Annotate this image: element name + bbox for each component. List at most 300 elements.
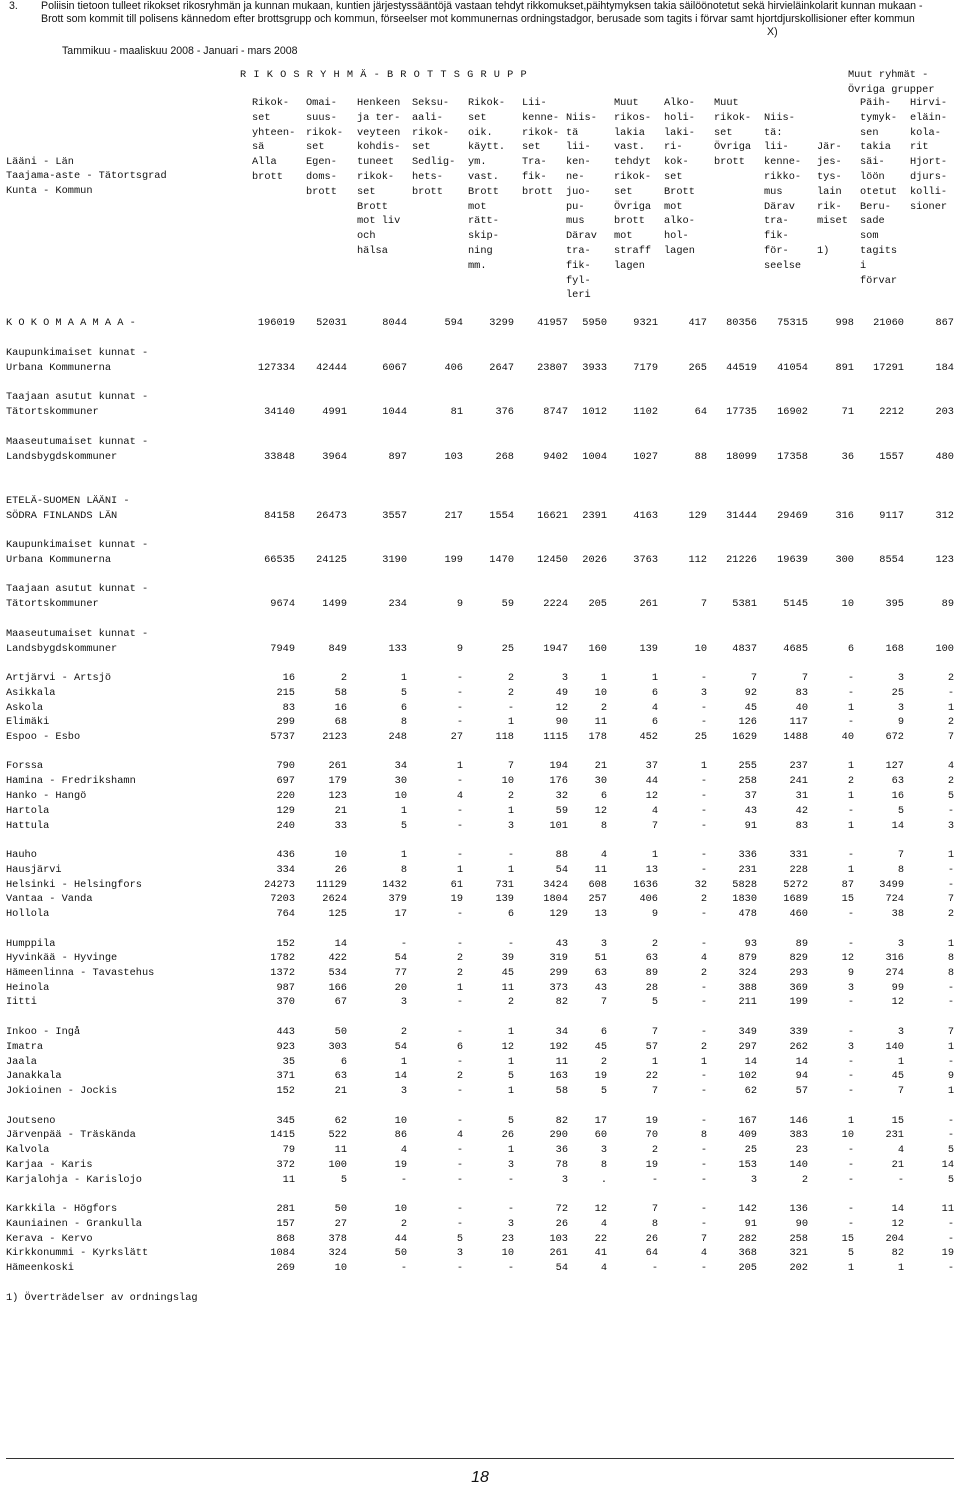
table-cell: 1 <box>847 1262 854 1274</box>
table-cell: 3 <box>897 702 904 714</box>
table-cell: - <box>847 938 854 950</box>
table-cell: 240 <box>276 820 295 832</box>
table-cell: 54 <box>394 952 407 964</box>
table-cell: 6 <box>456 1041 463 1053</box>
table-cell: 92 <box>744 687 757 699</box>
table-cell: - <box>456 702 463 714</box>
row-label: Asikkala <box>6 687 56 699</box>
table-cell: 7 <box>507 760 514 772</box>
table-cell: 1084 <box>270 1247 295 1259</box>
table-cell: - <box>947 1233 954 1245</box>
table-cell: 2 <box>947 775 954 787</box>
table-cell: 1499 <box>322 598 347 610</box>
table-cell: 3190 <box>382 554 407 566</box>
table-cell: 205 <box>588 598 607 610</box>
table-cell: 3499 <box>879 879 904 891</box>
table-cell: - <box>700 820 707 832</box>
table-cell: - <box>507 1174 514 1186</box>
table-cell: 8 <box>700 1129 707 1141</box>
table-cell: 303 <box>328 1041 347 1053</box>
table-cell: 5272 <box>783 879 808 891</box>
table-cell: 1 <box>507 1056 514 1068</box>
table-cell: 5 <box>651 996 658 1008</box>
table-cell: 262 <box>789 1041 808 1053</box>
table-cell: - <box>947 1129 954 1141</box>
table-cell: 21 <box>891 1159 904 1171</box>
table-cell: - <box>507 702 514 714</box>
row-label: Hämeenlinna - Tavastehus <box>6 967 155 979</box>
table-cell: 5145 <box>783 598 808 610</box>
table-cell: 4 <box>651 702 658 714</box>
table-cell: 11 <box>941 1203 954 1215</box>
table-cell: 1 <box>947 1041 954 1053</box>
table-cell: 140 <box>885 1041 904 1053</box>
table-cell: 231 <box>738 864 757 876</box>
table-cell: 1 <box>947 702 954 714</box>
row-label: Iitti <box>6 996 37 1008</box>
table-cell: 17358 <box>777 451 808 463</box>
row-label: SÖDRA FINLANDS LÄN <box>6 510 118 522</box>
table-cell: 77 <box>394 967 407 979</box>
table-cell: 8 <box>897 864 904 876</box>
table-cell: 10 <box>501 775 514 787</box>
table-cell: 2 <box>947 672 954 684</box>
table-cell: 3424 <box>543 879 568 891</box>
table-cell: 4837 <box>732 643 757 655</box>
table-cell: 2624 <box>322 893 347 905</box>
table-cell: 299 <box>549 967 568 979</box>
table-cell: 4 <box>456 790 463 802</box>
table-cell: 1 <box>507 1026 514 1038</box>
table-cell: 90 <box>555 716 568 728</box>
column-header: Omai- suus- rikok- set Egen- doms- brott <box>306 97 344 198</box>
table-cell: 103 <box>444 451 463 463</box>
table-cell: 20 <box>394 982 407 994</box>
table-cell: 163 <box>549 1070 568 1082</box>
table-cell: 14 <box>334 938 347 950</box>
table-cell: 64 <box>645 1247 658 1259</box>
table-cell: 6 <box>600 790 607 802</box>
table-cell: 7 <box>651 1203 658 1215</box>
table-cell: 8 <box>947 967 954 979</box>
table-cell: 443 <box>276 1026 295 1038</box>
crime-group-heading: R I K O S R Y H M Ä - B R O T T S G R U P P <box>240 69 528 81</box>
table-cell: 45 <box>891 1070 904 1082</box>
table-cell: 2 <box>600 702 607 714</box>
table-cell: - <box>947 879 954 891</box>
table-cell: 312 <box>935 510 954 522</box>
row-label: Jaala <box>6 1056 37 1068</box>
table-cell: 2224 <box>543 598 568 610</box>
table-cell: 204 <box>885 1233 904 1245</box>
table-cell: 3299 <box>489 317 514 329</box>
table-cell: 522 <box>328 1129 347 1141</box>
table-cell: 373 <box>549 982 568 994</box>
table-cell: 534 <box>328 967 347 979</box>
table-cell: - <box>847 716 854 728</box>
table-cell: 160 <box>588 643 607 655</box>
table-cell: 248 <box>388 731 407 743</box>
table-cell: 45 <box>501 967 514 979</box>
table-cell: 5 <box>507 1115 514 1127</box>
table-cell: 316 <box>885 952 904 964</box>
table-cell: 123 <box>328 790 347 802</box>
row-label: Helsinki - Helsingfors <box>6 879 142 891</box>
table-cell: - <box>456 716 463 728</box>
table-cell: 724 <box>885 893 904 905</box>
table-cell: 5 <box>507 1070 514 1082</box>
table-cell: - <box>400 938 407 950</box>
table-cell: 41054 <box>777 362 808 374</box>
table-cell: 3 <box>947 820 954 832</box>
table-cell: - <box>456 849 463 861</box>
table-cell: 23 <box>501 1233 514 1245</box>
table-cell: 68 <box>334 716 347 728</box>
table-cell: - <box>651 1174 658 1186</box>
row-heading: Lääni - Län Taajama-aste - Tätortsgrad Kunta - Kommun <box>6 155 167 198</box>
table-cell: - <box>700 1026 707 1038</box>
row-label: Hyvinkää - Hyvinge <box>6 952 118 964</box>
table-cell: 16902 <box>777 406 808 418</box>
column-header: Jär- jes- tys- lain rik- miset 1) <box>817 141 848 257</box>
row-label: ETELÄ-SUOMEN LÄÄNI - <box>6 495 130 507</box>
table-cell: 26473 <box>316 510 347 522</box>
table-cell: 51 <box>594 952 607 964</box>
table-cell: - <box>947 1115 954 1127</box>
table-cell: 2 <box>651 938 658 950</box>
table-cell: - <box>651 1262 658 1274</box>
table-cell: 3 <box>456 1247 463 1259</box>
table-cell: 1 <box>400 1056 407 1068</box>
column-header: Hirvi- eläin- kola- rit Hjort- djurs- kolli- sioner <box>910 97 948 213</box>
table-cell: 71 <box>841 406 854 418</box>
table-cell: 196019 <box>257 317 295 329</box>
table-cell: 217 <box>444 510 463 522</box>
table-cell: - <box>456 687 463 699</box>
table-cell: 1372 <box>270 967 295 979</box>
table-cell: 167 <box>738 1115 757 1127</box>
table-cell: 7 <box>897 1085 904 1097</box>
table-cell: 63 <box>891 775 904 787</box>
table-cell: 12 <box>841 952 854 964</box>
table-cell: 10 <box>841 598 854 610</box>
table-cell: 81 <box>450 406 463 418</box>
table-cell: 153 <box>738 1159 757 1171</box>
table-cell: 5 <box>600 1085 607 1097</box>
table-cell: 261 <box>639 598 658 610</box>
table-cell: 378 <box>328 1233 347 1245</box>
table-cell: 19639 <box>777 554 808 566</box>
table-cell: 8 <box>400 716 407 728</box>
row-label: Askola <box>6 702 44 714</box>
table-cell: 21060 <box>873 317 904 329</box>
table-cell: 199 <box>444 554 463 566</box>
table-cell: 1830 <box>732 893 757 905</box>
table-cell: 16 <box>334 702 347 714</box>
table-cell: 49 <box>555 687 568 699</box>
table-cell: 2647 <box>489 362 514 374</box>
row-label: Tätortskommuner <box>6 598 99 610</box>
table-cell: 1 <box>847 790 854 802</box>
column-header: Muut rikok- set Övriga brott <box>714 97 752 169</box>
table-cell: - <box>456 1159 463 1171</box>
row-label: Joutseno <box>6 1115 56 1127</box>
table-cell: - <box>456 996 463 1008</box>
table-cell: 11129 <box>316 879 347 891</box>
table-cell: - <box>507 1203 514 1215</box>
table-cell: 136 <box>789 1203 808 1215</box>
row-label: Hamina - Fredrikshamn <box>6 775 136 787</box>
table-cell: 8 <box>651 1218 658 1230</box>
table-cell: 3 <box>897 1026 904 1038</box>
table-cell: 37 <box>744 790 757 802</box>
table-cell: 178 <box>588 731 607 743</box>
table-cell: 1557 <box>879 451 904 463</box>
table-cell: . <box>600 1174 607 1186</box>
table-cell: 1 <box>651 849 658 861</box>
table-cell: 7 <box>801 672 808 684</box>
table-cell: 14 <box>941 1159 954 1171</box>
table-cell: 25 <box>694 731 707 743</box>
table-cell: 112 <box>688 554 707 566</box>
table-cell: - <box>700 1144 707 1156</box>
table-cell: - <box>700 1085 707 1097</box>
table-cell: 50 <box>334 1203 347 1215</box>
table-cell: 24125 <box>316 554 347 566</box>
table-cell: 27 <box>450 731 463 743</box>
table-cell: 228 <box>789 864 808 876</box>
table-cell: - <box>897 1174 904 1186</box>
table-cell: 5950 <box>582 317 607 329</box>
column-header: Rikok- set oik. käytt. ym. vast. Brott mot rätt- skip- ning mm. <box>468 97 506 272</box>
table-cell: - <box>456 1085 463 1097</box>
table-cell: 1 <box>847 820 854 832</box>
table-cell: 1 <box>897 1056 904 1068</box>
table-cell: 140 <box>789 1159 808 1171</box>
table-cell: - <box>700 938 707 950</box>
row-label: Espoo - Esbo <box>6 731 81 743</box>
table-cell: - <box>847 672 854 684</box>
table-cell: 5737 <box>270 731 295 743</box>
table-cell: 12 <box>555 702 568 714</box>
table-cell: 8 <box>947 952 954 964</box>
row-label: Landsbygdskommuner <box>6 643 118 655</box>
table-cell: 3557 <box>382 510 407 522</box>
row-label: Taajaan asutut kunnat - <box>6 583 149 595</box>
table-cell: 3 <box>400 1085 407 1097</box>
page-number: 18 <box>471 1469 489 1486</box>
table-cell: 4 <box>947 760 954 772</box>
table-cell: 3 <box>750 1174 757 1186</box>
table-cell: - <box>456 1262 463 1274</box>
table-cell: 34140 <box>264 406 295 418</box>
table-cell: 80356 <box>726 317 757 329</box>
table-cell: - <box>847 1070 854 1082</box>
table-cell: 88 <box>555 849 568 861</box>
table-cell: 89 <box>795 938 808 950</box>
table-cell: 89 <box>645 967 658 979</box>
table-cell: 608 <box>588 879 607 891</box>
table-cell: 258 <box>738 775 757 787</box>
table-cell: 1 <box>400 849 407 861</box>
table-cell: 372 <box>276 1159 295 1171</box>
table-cell: 1 <box>847 760 854 772</box>
table-cell: 139 <box>639 643 658 655</box>
table-cell: 67 <box>334 996 347 1008</box>
table-cell: 2 <box>340 672 347 684</box>
table-cell: 125 <box>328 908 347 920</box>
table-cell: 1554 <box>489 510 514 522</box>
table-cell: - <box>507 1262 514 1274</box>
table-cell: 5381 <box>732 598 757 610</box>
table-cell: 422 <box>328 952 347 964</box>
table-cell: 12 <box>891 1218 904 1230</box>
table-cell: 91 <box>744 1218 757 1230</box>
table-cell: 1782 <box>270 952 295 964</box>
table-cell: 184 <box>935 362 954 374</box>
table-cell: 5828 <box>732 879 757 891</box>
row-label: Imatra <box>6 1041 44 1053</box>
table-cell: - <box>456 820 463 832</box>
table-cell: 237 <box>789 760 808 772</box>
table-cell: 2 <box>947 908 954 920</box>
table-cell: - <box>947 864 954 876</box>
table-cell: 297 <box>738 1041 757 1053</box>
row-label: Artjärvi - Artsjö <box>6 672 112 684</box>
table-cell: - <box>456 1026 463 1038</box>
period-label: Tammikuu - maaliskuu 2008 - Januari - mars 2008 <box>62 45 298 57</box>
row-label: Järvenpää - Träskända <box>6 1129 136 1141</box>
table-cell: 44 <box>394 1233 407 1245</box>
table-cell: 44 <box>645 775 658 787</box>
table-cell: 19 <box>450 893 463 905</box>
table-cell: 84158 <box>264 510 295 522</box>
row-label: Hartola <box>6 805 50 817</box>
row-label: Hollola <box>6 908 50 920</box>
table-cell: 1 <box>947 938 954 950</box>
table-cell: 11 <box>594 864 607 876</box>
table-cell: 764 <box>276 908 295 920</box>
table-cell: 2 <box>700 967 707 979</box>
table-cell: 30 <box>594 775 607 787</box>
table-cell: 1 <box>651 1056 658 1068</box>
table-cell: 101 <box>549 820 568 832</box>
table-cell: 10 <box>594 687 607 699</box>
table-cell: 42444 <box>316 362 347 374</box>
table-cell: 215 <box>276 687 295 699</box>
table-cell: 879 <box>738 952 757 964</box>
table-cell: 897 <box>388 451 407 463</box>
table-cell: 395 <box>885 598 904 610</box>
table-cell: - <box>947 687 954 699</box>
table-cell: 52031 <box>316 317 347 329</box>
table-cell: 321 <box>789 1247 808 1259</box>
table-title: Poliisin tietoon tulleet rikokset rikosryhmän ja kunnan mukaan, kuntien järjestyssääntöjä vastaan tehdyt rikkomukset,päihtymyksen takia säilöönotetut sekä hirvieläinkolarit kunnan mukaan - Brott som kommit till polisens kännedom efter brottsgrupp och kommun, förseelser mot kommunernas ordningstadgor, berusade som tagits i förvar samt hjortdjurskollisioner efter kommun <box>41 0 923 25</box>
table-cell: - <box>700 996 707 1008</box>
table-cell: - <box>456 672 463 684</box>
row-label: Forssa <box>6 760 44 772</box>
row-label: Vantaa - Vanda <box>6 893 93 905</box>
table-cell: 102 <box>738 1070 757 1082</box>
table-cell: - <box>847 1026 854 1038</box>
table-cell: 3763 <box>633 554 658 566</box>
table-cell: 2 <box>651 1144 658 1156</box>
table-cell: 2212 <box>879 406 904 418</box>
table-cell: 72 <box>555 1203 568 1215</box>
table-cell: 10 <box>334 849 347 861</box>
table-cell: 7203 <box>270 893 295 905</box>
table-cell: 6 <box>651 716 658 728</box>
table-cell: 331 <box>789 849 808 861</box>
row-label: Inkoo - Ingå <box>6 1026 81 1038</box>
table-cell: 129 <box>276 805 295 817</box>
table-cell: 23807 <box>537 362 568 374</box>
table-cell: - <box>700 849 707 861</box>
table-cell: 7 <box>651 1026 658 1038</box>
table-cell: - <box>847 1203 854 1215</box>
table-cell: 10 <box>394 1203 407 1215</box>
table-cell: 1488 <box>783 731 808 743</box>
table-cell: 17735 <box>726 406 757 418</box>
table-cell: 7 <box>947 731 954 743</box>
table-cell: 299 <box>276 716 295 728</box>
table-cell: 33 <box>334 820 347 832</box>
table-cell: 1689 <box>783 893 808 905</box>
footnote: 1) Överträdelser av ordningslag <box>6 1292 198 1304</box>
table-cell: 1 <box>651 672 658 684</box>
table-cell: 1044 <box>382 406 407 418</box>
table-cell: 281 <box>276 1203 295 1215</box>
table-cell: - <box>847 1144 854 1156</box>
table-cell: 257 <box>588 893 607 905</box>
table-cell: 93 <box>744 938 757 950</box>
column-header: Henkeen ja ter- veyteen kohdis- tuneet rikok- set Brott mot liv och hälsa <box>357 97 401 257</box>
table-cell: 10 <box>501 1247 514 1259</box>
row-label: Maaseutumaiset kunnat - <box>6 628 149 640</box>
table-cell: 10 <box>394 1115 407 1127</box>
table-cell: 11 <box>282 1174 295 1186</box>
table-cell: 9117 <box>879 510 904 522</box>
table-cell: 12450 <box>537 554 568 566</box>
table-cell: 10 <box>694 643 707 655</box>
table-cell: 923 <box>276 1041 295 1053</box>
table-cell: - <box>700 716 707 728</box>
row-label: Kerava - Kervo <box>6 1233 93 1245</box>
table-cell: 11 <box>555 1056 568 1068</box>
table-cell: 349 <box>738 1026 757 1038</box>
table-cell: 4 <box>700 1247 707 1259</box>
table-cell: 129 <box>688 510 707 522</box>
table-cell: 50 <box>334 1026 347 1038</box>
table-cell: 43 <box>594 982 607 994</box>
table-cell: 2 <box>801 1174 808 1186</box>
table-cell: 22 <box>594 1233 607 1245</box>
row-label: Hanko - Hangö <box>6 790 87 802</box>
row-label: Karjalohja - Karislojo <box>6 1174 142 1186</box>
table-cell: - <box>507 938 514 950</box>
table-cell: 88 <box>694 451 707 463</box>
table-cell: 36 <box>841 451 854 463</box>
table-cell: 2391 <box>582 510 607 522</box>
table-cell: 32 <box>555 790 568 802</box>
table-cell: 7 <box>897 849 904 861</box>
table-cell: - <box>700 1203 707 1215</box>
table-cell: 54 <box>555 864 568 876</box>
table-cell: 194 <box>549 760 568 772</box>
table-cell: 452 <box>639 731 658 743</box>
table-cell: 9 <box>947 1070 954 1082</box>
table-cell: - <box>947 1056 954 1068</box>
